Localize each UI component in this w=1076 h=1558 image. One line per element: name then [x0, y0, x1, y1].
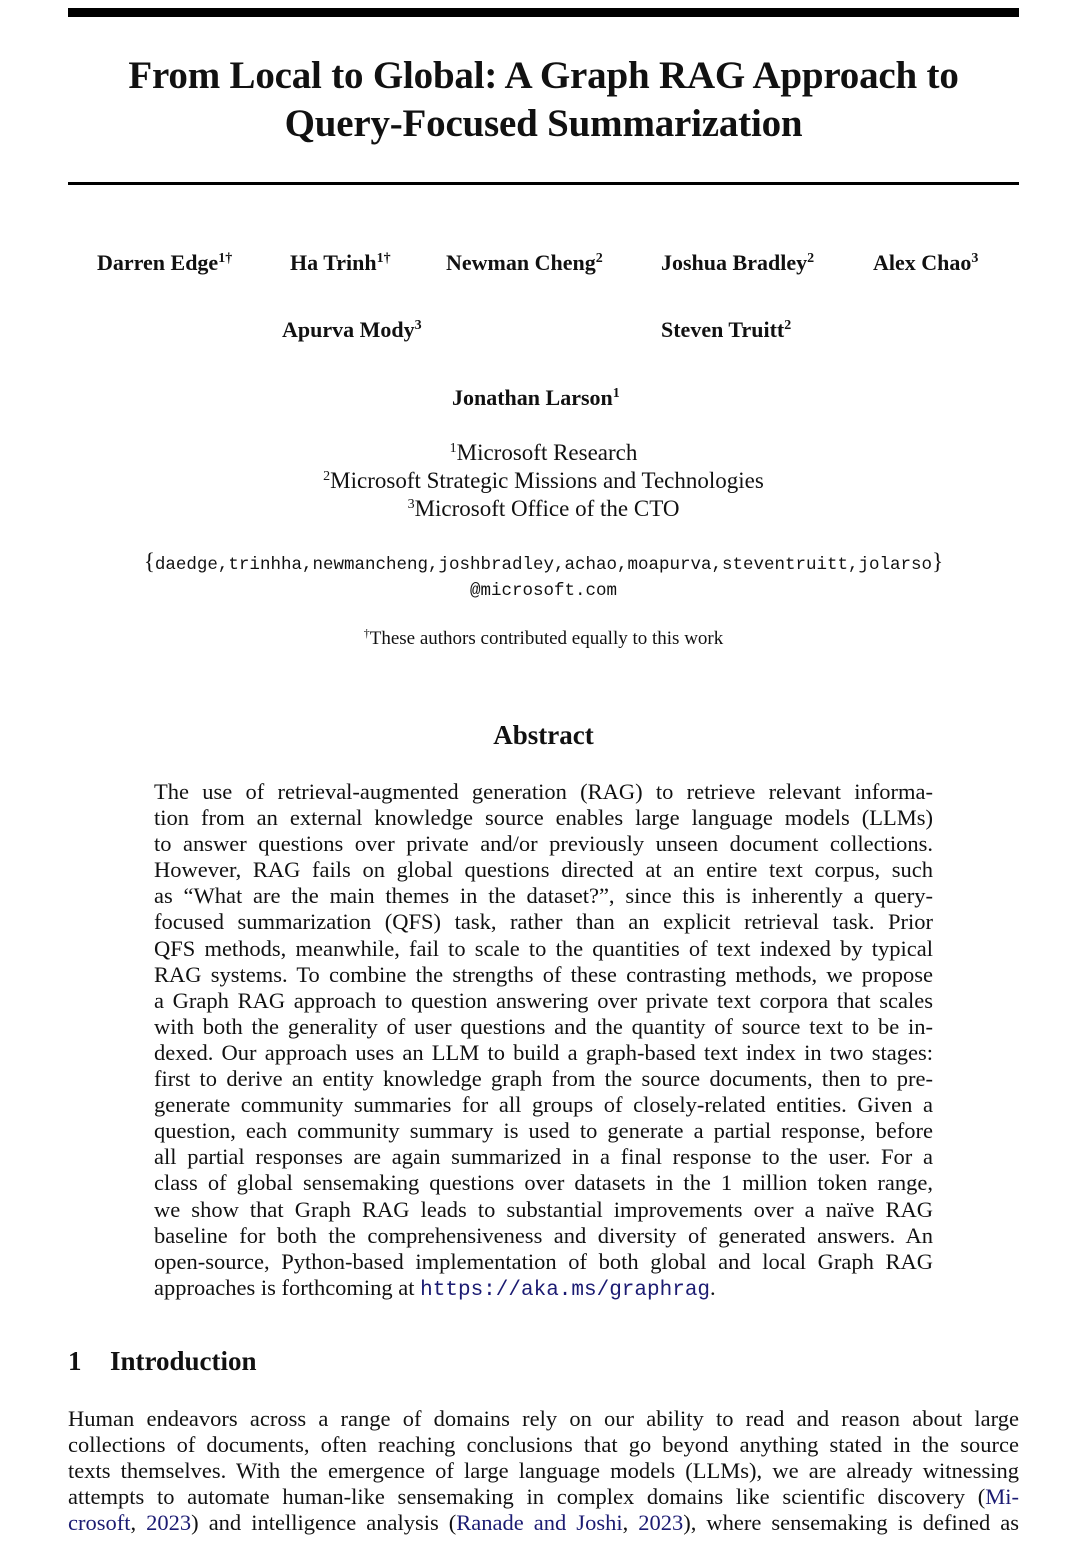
affiliation-mark: 3: [407, 497, 415, 512]
author-newman-cheng: [446, 250, 603, 276]
abstract-line: QFS methods, meanwhile, fail to scale to the quantities of text indexed by typical: [154, 935, 933, 961]
abstract-line: focused summarization (QFS) task, rather than an explicit retrieval task. Prior: [154, 909, 933, 935]
abstract-body: [154, 779, 933, 1301]
abstract-line: open-source, Python-based implementation of both global and local Graph RAG: [154, 1248, 933, 1274]
author-alex-chao: [873, 250, 978, 276]
abstract-line: as “What are the main themes in the dataset?”, since this is inherently a query-: [154, 883, 933, 909]
citation-ranade-joshi-year[interactable]: 2023: [638, 1510, 684, 1536]
title-line-1: From Local to Global: A Graph RAG Approach to: [128, 54, 959, 97]
citation-microsoft-2023-part1[interactable]: Mi-: [985, 1484, 1019, 1510]
author-mark: 1: [612, 386, 620, 401]
section-title: Introduction: [110, 1346, 257, 1376]
abstract-line: a Graph RAG approach to question answering over private text corpora that scales: [154, 987, 933, 1013]
affiliation-mark: 2: [323, 469, 331, 484]
abstract-line: dexed. Our approach uses an LLM to build a graph-based text index in two stages:: [154, 1039, 933, 1065]
citation-microsoft-2023-part2[interactable]: crosoft: [68, 1510, 131, 1536]
abstract-period: .: [710, 1274, 716, 1300]
affiliation-name: Microsoft Strategic Missions and Technologies: [330, 468, 764, 493]
intro-line: [68, 1484, 1019, 1510]
abstract-last-line-text: approaches is forthcoming at: [154, 1274, 421, 1300]
author-name: Jonathan Larson: [452, 385, 613, 410]
author-jonathan-larson: [452, 385, 620, 411]
introduction-body: [68, 1406, 1019, 1536]
equal-contribution-text: These authors contributed equally to this work: [369, 628, 724, 649]
affiliation-name: Microsoft Office of the CTO: [414, 496, 680, 521]
graphrag-repo-link[interactable]: https://aka.ms/graphrag: [420, 1278, 711, 1302]
author-name: Newman Cheng: [446, 250, 596, 275]
email-handles: daedge,trinhha,newmancheng,joshbradley,achao,moapurva,steventruitt,jolarso: [154, 555, 933, 575]
author-joshua-bradley: [661, 250, 814, 276]
abstract-line: The use of retrieval-augmented generation (RAG) to retrieve relevant informa-: [154, 779, 933, 804]
author-steven-truitt: [661, 317, 791, 343]
affiliation-1: [68, 439, 1019, 467]
intro-line-5-end: ), where sensemaking is defined as: [683, 1510, 1020, 1536]
author-mark: 1†: [218, 251, 233, 266]
abstract-line: RAG systems. To combine the strengths of these contrasting methods, we propose: [154, 961, 933, 987]
abstract-line: baseline for both the comprehensiveness and diversity of generated answers. An: [154, 1222, 933, 1248]
author-ha-trinh: [290, 250, 391, 276]
author-name: Ha Trinh: [290, 250, 377, 275]
author-mark: 2: [595, 251, 603, 266]
author-name: Apurva Mody: [282, 317, 415, 342]
author-darren-edge: [97, 250, 232, 276]
affiliation-name: Microsoft Research: [456, 440, 638, 465]
abstract-line: generate community summaries for all groups of closely-related entities. Given a: [154, 1092, 933, 1118]
intro-line-4-text: attempts to automate human-like sensemaking in complex domains like scientific discovery (: [68, 1484, 986, 1510]
open-brace: {: [143, 549, 155, 574]
title-top-rule: [68, 8, 1019, 17]
close-brace: }: [932, 549, 944, 574]
abstract-last-line: [154, 1275, 933, 1301]
citation-separator: ,: [622, 1510, 639, 1536]
affiliations: [68, 439, 1019, 523]
author-name: Darren Edge: [97, 250, 219, 275]
author-name: Alex Chao: [873, 250, 972, 275]
citation-ranade-joshi[interactable]: Ranade and Joshi: [456, 1510, 623, 1536]
author-mark: 2: [807, 251, 815, 266]
dagger-mark: †: [363, 626, 370, 640]
paper-title: [68, 52, 1019, 148]
intro-line-5-text: ) and intelligence analysis (: [191, 1510, 457, 1536]
abstract-heading: Abstract: [493, 720, 594, 750]
author-apurva-mody: [282, 317, 422, 343]
author-mark: 3: [414, 318, 422, 333]
intro-line: Human endeavors across a range of domains rely on our ability to read and reason about large: [68, 1406, 1019, 1431]
author-name: Steven Truitt: [661, 317, 785, 342]
abstract-line: with both the generality of user questions and the quantity of source text to be in-: [154, 1013, 933, 1039]
affiliation-2: [68, 467, 1019, 495]
abstract-line: tion from an external knowledge source enables large language models (LLMs): [154, 805, 933, 831]
title-bottom-rule: [68, 182, 1019, 185]
abstract-line: first to derive an entity knowledge graph from the source documents, then to pre-: [154, 1066, 933, 1092]
email-domain: @microsoft.com: [469, 581, 618, 601]
citation-separator: ,: [130, 1510, 147, 1536]
abstract-line: class of global sensemaking questions over datasets in the 1 million token range,: [154, 1170, 933, 1196]
intro-line: [68, 1510, 1019, 1536]
abstract-line: question, each community summary is used to generate a partial response, before: [154, 1118, 933, 1144]
affiliation-3: [68, 495, 1019, 523]
title-line-2: Query-Focused Summarization: [284, 102, 803, 145]
email-list-line: [68, 549, 1019, 578]
abstract-line: However, RAG fails on global questions directed at an entire text corpus, such: [154, 857, 933, 883]
author-mark: 2: [784, 318, 792, 333]
equal-contribution-note: [68, 628, 1019, 650]
section-heading-introduction: [68, 1346, 257, 1377]
intro-line: texts themselves. With the emergence of large language models (LLMs), we are already witnessing: [68, 1458, 1019, 1484]
affiliation-mark: 1: [449, 441, 457, 456]
section-number: 1: [68, 1346, 82, 1376]
author-mark: 1†: [376, 251, 391, 266]
abstract-line: all partial responses are again summarized in a final response to the user. For a: [154, 1144, 933, 1170]
author-mark: 3: [971, 251, 979, 266]
abstract-line: to answer questions over private and/or previously unseen document collections.: [154, 831, 933, 857]
citation-microsoft-2023-year[interactable]: 2023: [146, 1510, 192, 1536]
abstract-line: we show that Graph RAG leads to substantial improvements over a naïve RAG: [154, 1196, 933, 1222]
author-emails: [68, 549, 1019, 604]
intro-line: collections of documents, often reaching conclusions that go beyond anything stated in the source: [68, 1432, 1019, 1458]
author-name: Joshua Bradley: [661, 250, 808, 275]
